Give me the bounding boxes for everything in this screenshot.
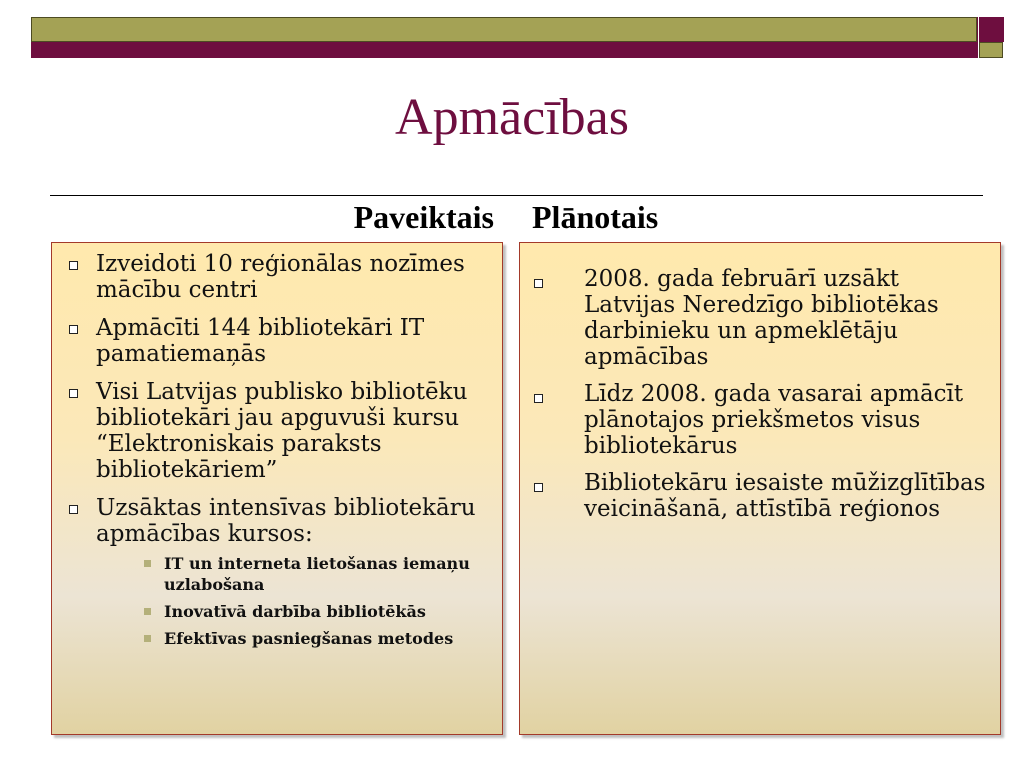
corner-square-plum [979,17,1004,42]
hollow-square-bullet-icon [69,261,78,270]
list-item [52,495,502,649]
list-item [52,315,502,367]
planned-list [520,266,1000,533]
list-item-text: Bibliotekāru iesaiste mūžizglītības veicināšanā, attīstībā reģionos [584,469,986,522]
list-item [52,251,502,303]
course-sublist [96,553,494,649]
done-list [52,251,502,654]
list-item [520,266,1000,370]
corner-square-olive [979,42,1003,58]
sublist-item-text: Efektīvas pasniegšanas metodes [164,628,454,648]
sublist-item-text: Inovatīvā darbība bibliotēkās [164,602,426,622]
column-heading-planned: Plānotais [532,199,659,235]
filled-square-bullet-icon [144,560,151,567]
hollow-square-bullet-icon [69,389,78,398]
hollow-square-bullet-icon [534,279,543,288]
filled-square-bullet-icon [144,635,151,642]
top-decor-bar [31,17,978,58]
list-item-text: 2008. gada februārī uzsākt Latvijas Neredzīgo bibliotēkas darbinieku un apmeklētāju apmācības [584,266,939,370]
hollow-square-bullet-icon [69,325,78,334]
hollow-square-bullet-icon [534,394,543,403]
sublist-item [96,628,494,650]
column-heading-done: Paveiktais [353,199,494,235]
list-item-text: Visi Latvijas publisko bibliotēku bibliotekāri jau apguvuši kursu “Elektroniskais paraksts bibliotekāriem” [96,378,468,483]
list-item-text: Apmācīti 144 bibliotekāri IT pamatiemaņās [96,314,425,367]
list-item [520,470,1000,522]
list-item [520,381,1000,459]
filled-square-bullet-icon [144,608,151,615]
title-divider [50,195,983,196]
sublist-item-text: IT un interneta lietošanas iemaņu uzlabošana [164,553,470,595]
list-item-text: Līdz 2008. gada vasarai apmācīt plānotajos priekšmetos visus bibliotekārus [584,380,964,459]
hollow-square-bullet-icon [534,483,543,492]
list-item-text: Uzsāktas intensīvas bibliotekāru apmācības kursos: [96,494,476,547]
slide-title: Apmācības [395,89,629,146]
list-item-text: Izveidoti 10 reģionālas nozīmes mācību centri [96,251,465,303]
top-decor-olive-strip [31,17,977,42]
list-item [52,379,502,483]
done-panel [51,242,503,735]
hollow-square-bullet-icon [69,505,78,514]
planned-panel [519,242,1001,735]
sublist-item [96,553,494,596]
sublist-item [96,601,494,623]
